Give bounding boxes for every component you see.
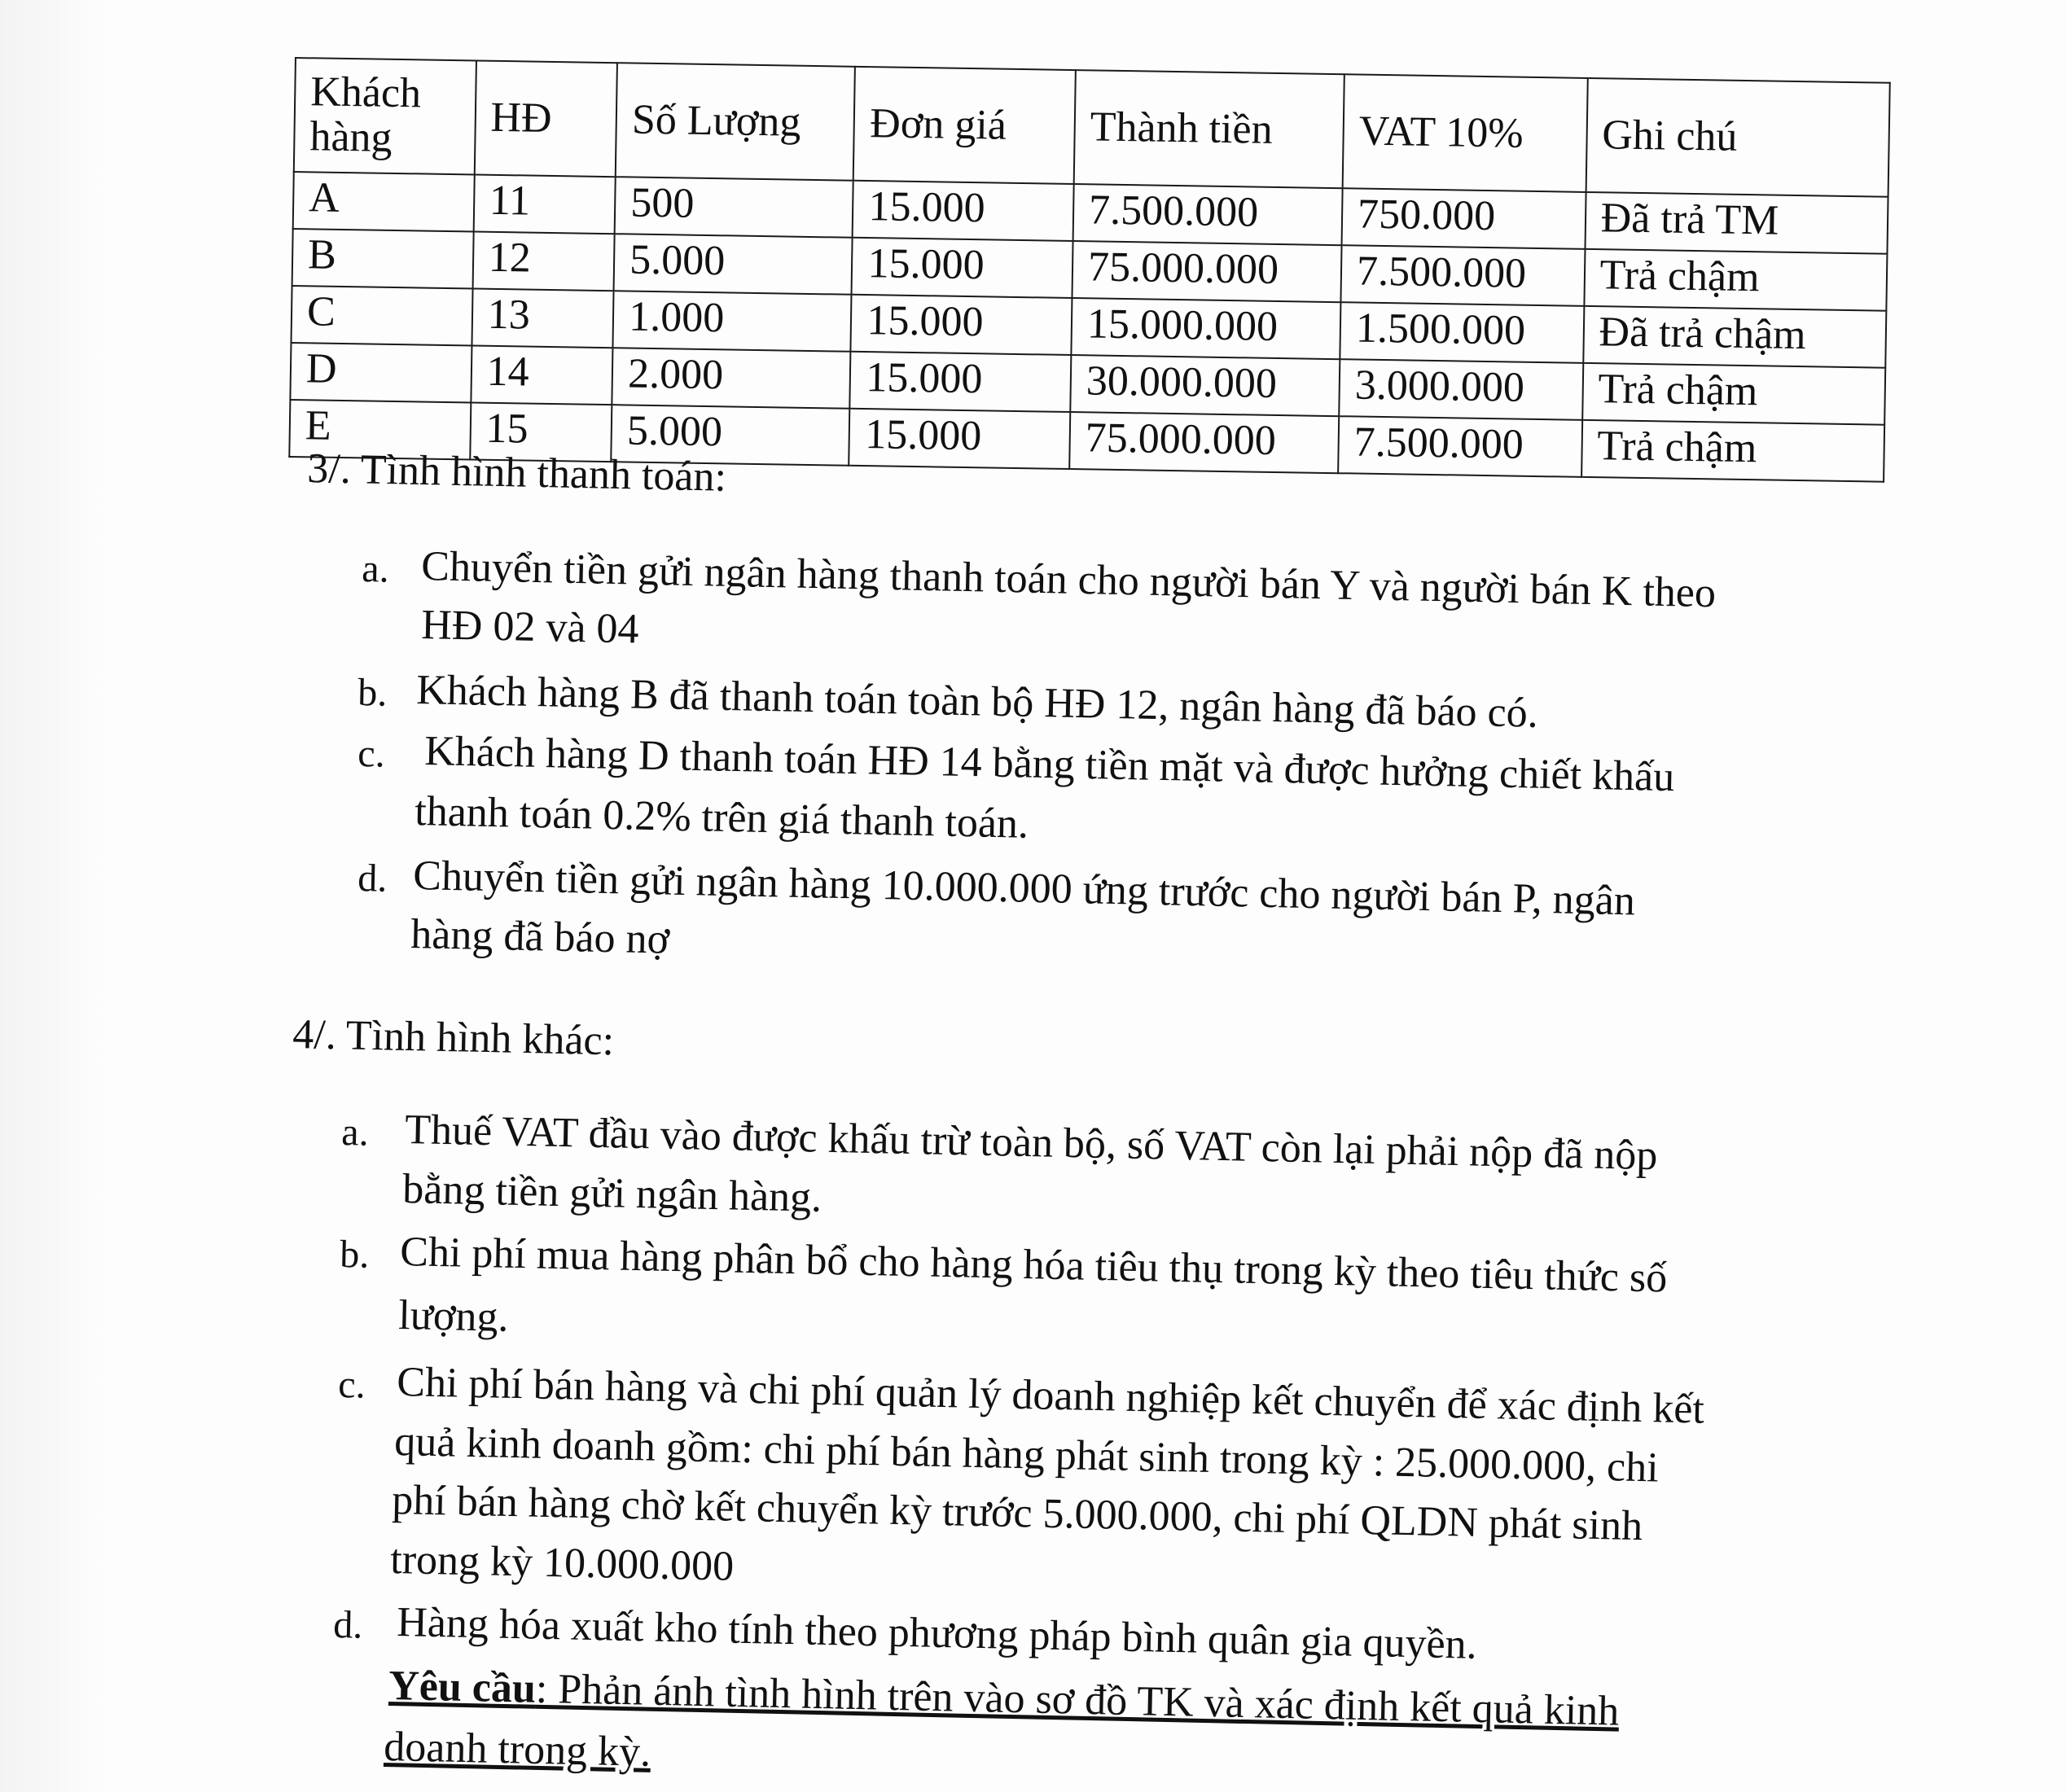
cell-don-gia: 15.000 xyxy=(850,352,1072,412)
cell-don-gia: 15.000 xyxy=(851,295,1072,355)
cell-don-gia: 15.000 xyxy=(853,181,1074,241)
cell-thanh-tien: 15.000.000 xyxy=(1071,298,1340,359)
section4-item-b-line1: Chi phí mua hàng phân bổ cho hàng hóa tiêu thụ trong kỳ theo tiêu thức số xyxy=(399,1228,1668,1302)
cell-so-luong: 5.000 xyxy=(614,234,853,295)
cell-don-gia: 15.000 xyxy=(849,409,1071,469)
section3-item-d-letter: d. xyxy=(357,856,388,900)
section4-item-c-letter: c. xyxy=(337,1362,366,1407)
cell-hd: 12 xyxy=(472,231,615,291)
cell-hd: 15 xyxy=(470,402,612,462)
cell-vat: 7.500.000 xyxy=(1340,245,1585,306)
section4-item-a-line2: bằng tiền gửi ngân hàng. xyxy=(401,1165,822,1221)
requirement-text-line2: doanh trong kỳ. xyxy=(383,1723,651,1776)
cell-thanh-tien: 30.000.000 xyxy=(1070,355,1340,416)
section4-item-d-line1: Hàng hóa xuất kho tính theo phương pháp bình quân gia quyền. xyxy=(396,1598,1478,1668)
cell-thanh-tien: 75.000.000 xyxy=(1072,241,1341,302)
section3-item-a-line1: Chuyển tiền gửi ngân hàng thanh toán cho người bán Y và người bán K theo xyxy=(420,542,1717,617)
section3-item-b-letter: b. xyxy=(357,670,388,715)
section4-item-c-line4: trong kỳ 10.000.000 xyxy=(389,1536,735,1590)
cell-khach-hang: E xyxy=(289,400,471,459)
header-vat: VAT 10% xyxy=(1343,74,1588,192)
cell-vat: 1.500.000 xyxy=(1340,302,1584,363)
section3-item-c-line2: thanh toán 0.2% trên giá thanh toán. xyxy=(414,787,1029,848)
section4-item-b-line2: lượng. xyxy=(397,1291,510,1341)
scan-shadow xyxy=(0,0,106,1792)
header-hd: HĐ xyxy=(474,60,617,177)
section4-item-c-line3: phí bán hàng chờ kết chuyển kỳ trước 5.000.000, chi phí QLDN phát sinh xyxy=(391,1476,1643,1550)
cell-so-luong: 500 xyxy=(615,177,853,238)
cell-khach-hang: D xyxy=(290,343,472,402)
section3-item-a-line2: HĐ 02 và 04 xyxy=(420,601,640,653)
cell-khach-hang: C xyxy=(291,286,472,345)
cell-ghi-chu: Đã trả chậm xyxy=(1583,306,1886,368)
cell-so-luong: 5.000 xyxy=(611,405,849,466)
section4-item-c-line2: quả kinh doanh gồm: chi phí bán hàng phát sinh trong kỳ : 25.000.000, chi xyxy=(393,1417,1660,1492)
cell-thanh-tien: 7.500.000 xyxy=(1073,184,1343,245)
cell-hd: 14 xyxy=(471,345,613,405)
cell-vat: 7.500.000 xyxy=(1338,416,1582,477)
section4-item-a-letter: a. xyxy=(340,1110,370,1155)
cell-vat: 750.000 xyxy=(1342,188,1586,249)
cell-vat: 3.000.000 xyxy=(1339,359,1583,420)
header-khach-hang xyxy=(294,58,476,174)
header-ghi-chu: Ghi chú xyxy=(1586,78,1889,197)
header-so-luong: Số Lượng xyxy=(616,63,855,181)
cell-hd: 13 xyxy=(472,288,614,348)
section4-heading: 4/. Tình hình khác: xyxy=(292,1010,615,1065)
cell-khach-hang: A xyxy=(293,172,475,231)
header-thanh-tien: Thành tiền xyxy=(1074,70,1344,188)
invoice-table xyxy=(288,57,1890,483)
cell-hd: 11 xyxy=(473,174,616,234)
section4-item-b-letter: b. xyxy=(339,1232,370,1277)
section3-item-c-letter: c. xyxy=(357,731,386,776)
section3-item-c-line1: Khách hàng D thanh toán HĐ 14 bằng tiền mặt và được hưởng chiết khấu xyxy=(423,727,1675,801)
cell-thanh-tien: 75.000.000 xyxy=(1069,412,1339,473)
section3-heading: 3/. Tình hình thanh toán: xyxy=(306,445,727,501)
header-khach-hang-label: Khách hàng xyxy=(309,68,422,161)
requirement-text: : Phản ánh tình hình trên vào sơ đồ TK và xác định kết quả kinh xyxy=(535,1665,1620,1735)
cell-so-luong: 2.000 xyxy=(612,348,851,409)
section4-item-c-line1: Chi phí bán hàng và chi phí quản lý doanh nghiệp kết chuyển để xác định kết xyxy=(396,1358,1705,1433)
requirement-label: Yêu cầu xyxy=(388,1662,537,1712)
cell-ghi-chu: Trả chậm xyxy=(1582,363,1885,425)
cell-don-gia: 15.000 xyxy=(852,238,1073,298)
header-don-gia: Đơn giá xyxy=(853,67,1076,184)
section3-item-a-letter: a. xyxy=(361,546,390,591)
cell-ghi-chu: Trả chậm xyxy=(1584,249,1887,311)
section4-item-a-line1: Thuế VAT đầu vào được khấu trừ toàn bộ, số VAT còn lại phải nộp đã nộp xyxy=(404,1106,1658,1180)
cell-ghi-chu: Đã trả TM xyxy=(1585,192,1888,254)
cell-so-luong: 1.000 xyxy=(613,291,852,352)
requirement-line2 xyxy=(384,1722,651,1778)
section4-item-d-letter: d. xyxy=(332,1602,363,1647)
section3-item-d-line2: hàng đã báo nợ xyxy=(410,910,670,963)
cell-khach-hang: B xyxy=(292,229,474,288)
section3-item-d-line1: Chuyển tiền gửi ngân hàng 10.000.000 ứng trước cho người bán P, ngân xyxy=(412,852,1636,925)
section3-item-b-line1: Khách hàng B đã thanh toán toàn bộ HĐ 12, ngân hàng đã báo có. xyxy=(415,666,1539,737)
cell-ghi-chu: Trả chậm xyxy=(1581,420,1884,482)
